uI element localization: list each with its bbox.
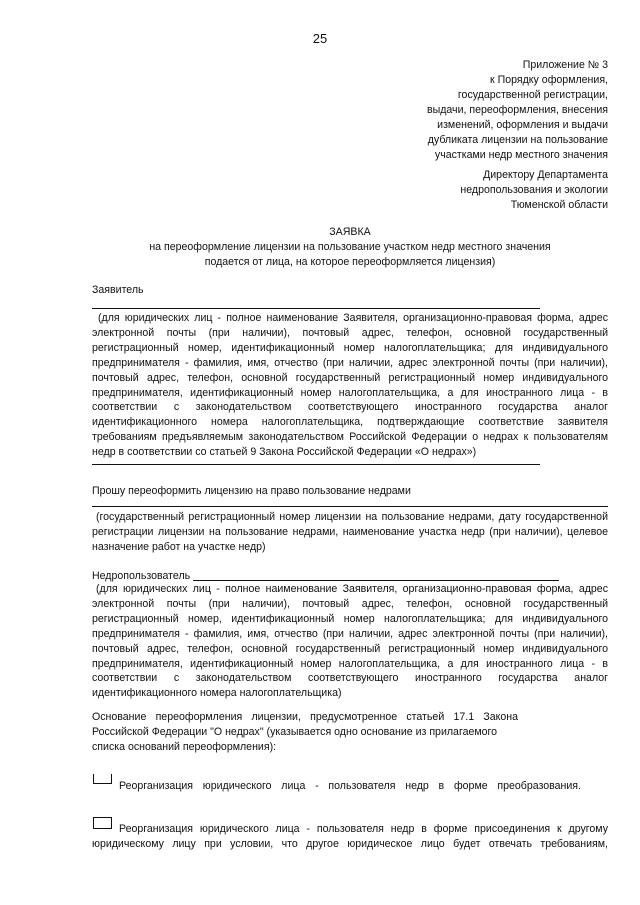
appendix-line: участками недр местного значения bbox=[434, 149, 608, 161]
page-number: 25 bbox=[312, 31, 328, 46]
note-line: предпринимателя - фамилия, имя, отчество (при наличии, адрес электронной почты (при наличии), bbox=[92, 356, 608, 369]
note-line: предпринимателя, идентификационный номер налогоплательщика, а для иностранного лица - в bbox=[92, 386, 608, 399]
note-line: электронной почты (при наличии), почтовый адрес, телефон, основной государственный bbox=[92, 597, 608, 610]
option-2-text bbox=[92, 822, 608, 852]
applicant-field-line-2[interactable] bbox=[92, 464, 540, 465]
note-line: (для юридических лиц - полное наименование Заявителя, организационно-правовая форма, адрес bbox=[96, 583, 608, 595]
license-field-line[interactable] bbox=[92, 506, 608, 507]
addressee-line: Тюменской области bbox=[510, 199, 608, 211]
note-line: недр в соответствии со статьей 9 Закона Российской Федерации «О недрах») bbox=[92, 446, 477, 459]
option-2-line: юридическому лицу при условии, что другое юридическое лицо будет отвечать требованиям, bbox=[92, 838, 608, 850]
appendix-block bbox=[427, 58, 608, 163]
note-line: регистрационный номер, идентификационный номер налогоплательщика; для индивидуального bbox=[92, 341, 608, 354]
option-1-label: Реорганизация юридического лица - пользователя недр в форме преобразования. bbox=[119, 780, 581, 792]
appendix-line: государственной регистрации, bbox=[457, 89, 608, 101]
addressee-line: Директору Департамента bbox=[483, 169, 608, 181]
subsoil-user-label: Недропользователь bbox=[92, 570, 191, 582]
note-line: почтовый адрес, телефон, основной государственный регистрационный номер индивидуального bbox=[92, 642, 608, 655]
applicant-note bbox=[92, 311, 608, 460]
appendix-line: дубликата лицензии на пользование bbox=[427, 134, 608, 146]
basis-line: Основание переоформления лицензии, предусмотренное статьей 17.1 Закона bbox=[92, 711, 518, 723]
subtitle-line: на переоформление лицензии на пользование участком недр местного значения bbox=[149, 241, 551, 253]
note-line: предпринимателя, идентификационный номер налогоплательщика, а для иностранного лица - в bbox=[92, 657, 608, 670]
option-1-checkbox[interactable] bbox=[93, 774, 112, 784]
applicant-field-line[interactable] bbox=[92, 308, 540, 309]
subtitle-line: подается от лица, на которое переоформляется лицензия) bbox=[204, 256, 496, 268]
applicant-label: Заявитель bbox=[92, 284, 144, 296]
addressee-line: недропользования и экологии bbox=[460, 184, 608, 196]
appendix-line: Приложение № 3 bbox=[522, 59, 608, 71]
appendix-line: выдачи, переоформления, внесения bbox=[426, 104, 608, 116]
note-line: регистрации лицензии на пользование недрами, наименование участка недр (при наличии), целевое bbox=[92, 525, 608, 538]
appendix-line: изменений, оформления и выдачи bbox=[437, 119, 608, 131]
request-text: Прошу переоформить лицензию на право пользование недрами bbox=[92, 485, 411, 497]
note-line: почтовый адрес, телефон, основной государственный регистрационный номер индивидуального bbox=[92, 371, 608, 384]
note-line: идентификационного номера налогоплательщика) bbox=[92, 687, 342, 700]
basis-text bbox=[92, 710, 518, 755]
note-line: требованиям предъявляемым законодательством Российской Федерации о недрах к пользователям bbox=[92, 431, 608, 444]
basis-line: Российской Федерации "О недрах" (указывается одно основание из прилагаемого bbox=[92, 726, 498, 738]
document-title: ЗАЯВКА bbox=[329, 226, 371, 238]
option-2-line: Реорганизация юридического лица - пользователя недр в форме присоединения к другому bbox=[119, 823, 608, 835]
note-line: соответствии с законодательством соответствующего иностранного государства аналог bbox=[92, 401, 608, 414]
note-line: предпринимателя - фамилия, имя, отчество (при наличии, адрес электронной почты (при наличии), bbox=[92, 627, 608, 640]
appendix-line: к Порядку оформления, bbox=[490, 74, 608, 86]
note-line: (для юридических лиц - полное наименование Заявителя, организационно-правовая форма, адрес bbox=[98, 312, 608, 324]
basis-line: списка оснований переоформления): bbox=[92, 741, 277, 753]
document-subtitle bbox=[60, 240, 640, 270]
note-line: регистрационный номер, идентификационный номер налогоплательщика; для индивидуального bbox=[92, 612, 608, 625]
note-line: назначение работ на участке недр) bbox=[92, 540, 266, 553]
note-line: электронной почты (при наличии), почтовый адрес, телефон, основной государственный bbox=[92, 326, 608, 339]
note-line: соответствии с законодательством соответствующего иностранного государства аналог bbox=[92, 672, 608, 685]
license-note bbox=[92, 510, 608, 555]
note-line: идентификационного номера налогоплательщика, подтверждающие соответствие заявителя bbox=[92, 416, 608, 429]
subsoil-user-field-line[interactable] bbox=[193, 580, 559, 581]
subsoil-user-note bbox=[92, 582, 608, 701]
addressee-block bbox=[460, 168, 608, 213]
note-line: (государственный регистрационный номер лицензии на пользование недрами, дату государственной bbox=[96, 511, 608, 523]
